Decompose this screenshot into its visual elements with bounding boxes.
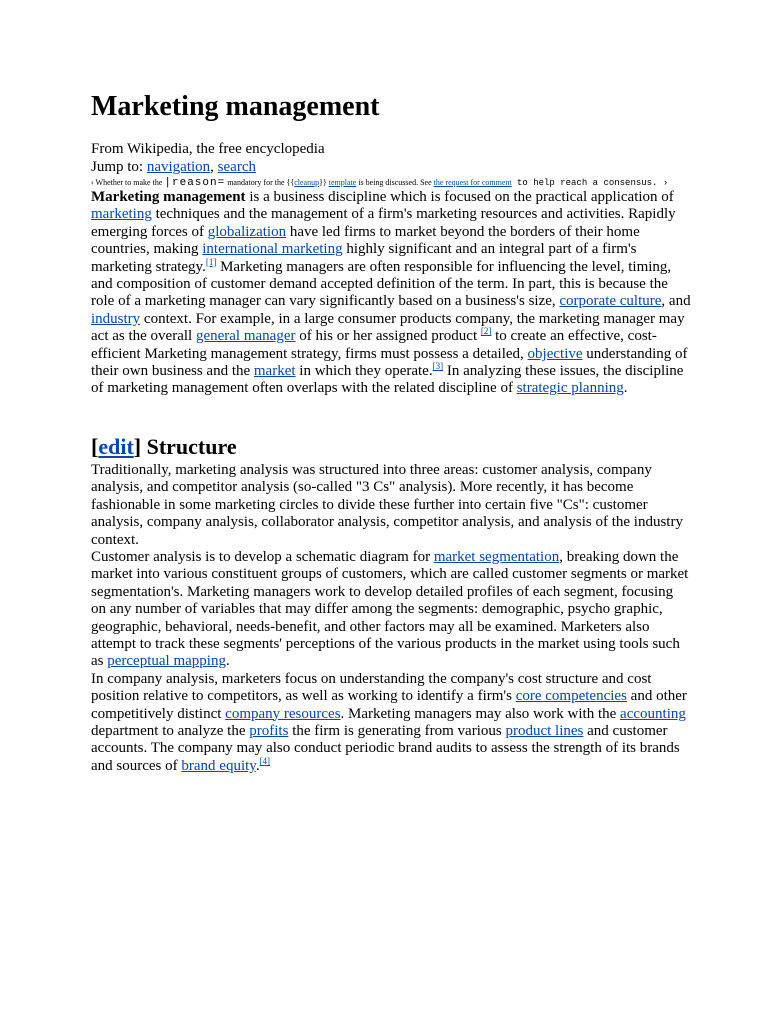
international-marketing-link[interactable]: international marketing xyxy=(202,241,343,258)
paragraph-text: . xyxy=(225,653,230,670)
intro-text: , and xyxy=(661,293,691,310)
structure-paragraph-2 xyxy=(91,549,691,671)
notice-code: |reason= xyxy=(164,177,226,189)
page-title: Marketing management xyxy=(91,91,380,122)
article-meta xyxy=(91,140,691,176)
paragraph-text: and other competitively distinct xyxy=(91,688,687,722)
reference-4-link[interactable]: [4] xyxy=(259,755,271,766)
cleanup-link[interactable]: cleanup xyxy=(294,178,320,187)
notice-mid2: }} xyxy=(319,178,329,187)
intro-text: . xyxy=(623,380,628,397)
brand-equity-link[interactable]: brand equity xyxy=(181,757,256,774)
intro-text: highly significant and an integral part of a firm's marketing strategy. xyxy=(91,241,637,275)
globalization-link[interactable]: globalization xyxy=(207,223,287,240)
notice-mid1: mandatory for the {{ xyxy=(225,178,295,187)
general-manager-link[interactable]: general manager xyxy=(195,328,296,345)
paragraph-text: . Marketing managers may also work with the xyxy=(340,705,621,722)
reference-3-link[interactable]: [3] xyxy=(432,361,444,372)
navigation-link[interactable]: navigation xyxy=(146,159,211,175)
intro-bold-term: Marketing management xyxy=(91,189,246,205)
jump-prefix: Jump to: xyxy=(91,159,147,175)
core-competencies-link[interactable]: core competencies xyxy=(515,688,627,705)
notice-mid3: is being discussed. See xyxy=(356,178,434,187)
rfc-notice xyxy=(91,177,691,189)
reference-1-link[interactable]: [1] xyxy=(205,256,217,267)
structure-heading xyxy=(91,432,691,462)
perceptual-mapping-link[interactable]: perceptual mapping xyxy=(107,653,226,670)
paragraph-text: Customer analysis is to develop a schematic diagram for xyxy=(91,548,434,565)
corporate-culture-link[interactable]: corporate culture xyxy=(559,293,662,310)
strategic-planning-link[interactable]: strategic planning xyxy=(516,380,624,397)
objective-link[interactable]: objective xyxy=(527,345,583,362)
edit-section-link[interactable]: edit xyxy=(98,433,134,459)
intro-text: techniques and the management of a firm's marketing resources and activities. Rapidly emerging forces of xyxy=(91,206,676,240)
search-link[interactable]: search xyxy=(217,159,256,175)
reference-2-link[interactable]: [2] xyxy=(480,326,492,337)
paragraph-text: department to analyze the xyxy=(91,722,250,739)
notice-tail: to help reach a consensus. › xyxy=(511,178,669,188)
structure-paragraph-3 xyxy=(91,671,691,775)
edit-bracket: ] xyxy=(133,433,147,459)
intro-text: have led firms to market beyond the borders of their home countries, making xyxy=(91,223,640,258)
from-line: From Wikipedia, the free encyclopedia xyxy=(91,141,325,157)
company-resources-link[interactable]: company resources xyxy=(225,705,341,722)
structure-paragraph-1: Traditionally, marketing analysis was structured into three areas: customer analysis, company analysis, and competitor analysis (so-called "3 Cs" analysis). More recently, it has become fashionable in some marketing circles to divide these further into certain five "Cs": customer analysis, company analysis, collaborator analysis, competitor analysis, and analysis of the industry context. xyxy=(91,461,683,548)
market-link[interactable]: market xyxy=(253,363,296,380)
intro-text: to create an effective, cost-efficient Marketing management strategy, firms must possess a detailed, xyxy=(91,328,657,362)
accounting-link[interactable]: accounting xyxy=(620,705,686,722)
template-link[interactable]: template xyxy=(328,178,357,187)
intro-text: of his or her assigned product xyxy=(295,328,481,345)
paragraph-text: and customer accounts. The company may also conduct periodic brand audits to assess the strength of its brands and sources of xyxy=(91,722,680,774)
jump-line xyxy=(91,158,691,176)
marketing-link[interactable]: marketing xyxy=(91,206,152,223)
paragraph-text: . xyxy=(255,757,260,774)
intro-text: in which they operate. xyxy=(295,363,433,380)
paragraph-text: In company analysis, marketers focus on understanding the company's cost structure and cost position relative to competitors, as well as working to identify a firm's xyxy=(91,670,652,705)
jump-sep: , xyxy=(210,159,218,175)
edit-bracket: [ xyxy=(91,433,99,459)
intro-text: context. For example, in a large consumer products company, the marketing manager may act as the overall xyxy=(91,310,685,345)
industry-link[interactable]: industry xyxy=(91,310,141,327)
request-for-comment-link[interactable]: the request for comment xyxy=(433,178,512,187)
intro-text: In analyzing these issues, the discipline of marketing management often overlaps with the related discipline of xyxy=(91,363,684,397)
product-lines-link[interactable]: product lines xyxy=(505,722,584,739)
intro-text: is a business discipline which is focused on the practical application of xyxy=(245,189,674,205)
intro-text: understanding of their own business and the xyxy=(91,345,688,380)
profits-link[interactable]: profits xyxy=(249,722,289,739)
article xyxy=(91,88,691,775)
intro-paragraph xyxy=(91,189,691,398)
intro-text: Marketing managers are often responsible for influencing the level, timing, and composition of customer demand accepted definition of the term. In part, this is because the role of a marketing manager can vary significantly based on a business's size, xyxy=(91,258,672,310)
paragraph-text: , breaking down the market into various constituent groups of customers, which are called customer segments or market segmentation's. Marketing managers work to develop detailed profiles of each segment, focusing on any number of variables that may differ among the segments: demographic, psycho graphic, geographic, behavioral, needs-benefit, and other factors may all be examined. Marketers also attempt to track these segments' perceptions of the various products in the market using tools such as xyxy=(91,548,689,670)
section-title: Structure xyxy=(146,433,237,459)
market-segmentation-link[interactable]: market segmentation xyxy=(433,548,560,565)
paragraph-text: the firm is generating from various xyxy=(288,722,506,739)
notice-open: ‹ Whether to make the xyxy=(91,178,165,187)
